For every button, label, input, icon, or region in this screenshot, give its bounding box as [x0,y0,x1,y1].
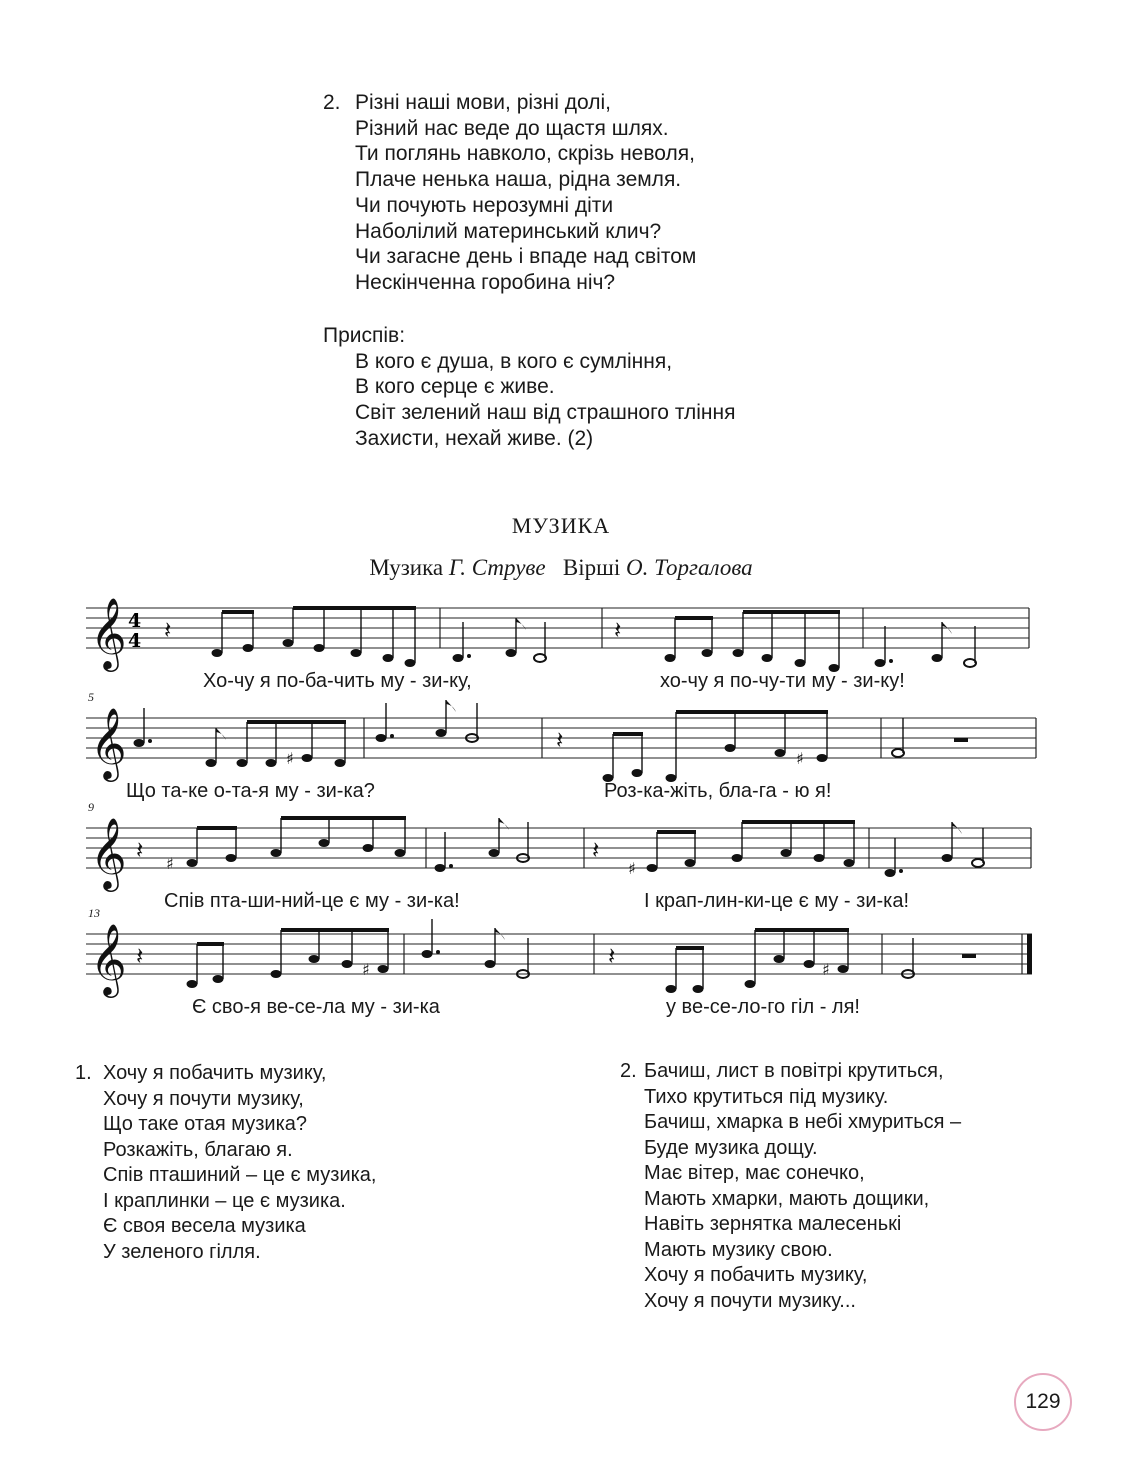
note [363,844,374,852]
note [485,960,496,968]
note [775,749,786,757]
note [226,854,237,862]
lyrics-phrase: у ве-се-ло-го гіл - ля! [666,996,860,1018]
half-note [892,749,904,757]
staff-notation [86,706,1036,778]
note [844,859,855,867]
lyrics-phrase: Що та-ке о-та-я му - зи-ка? [126,780,375,802]
verse-line: Хочу я почути музику... [644,1289,856,1312]
dot [467,654,471,658]
staff-system-4 [86,906,1036,1032]
time-signature-bottom: 4 [128,630,142,652]
note [134,739,145,747]
half-note [964,659,976,667]
verse-line: Бачиш, лист в повітрі крутиться, [644,1060,944,1082]
note [271,970,282,978]
verse-2 [620,1059,961,1314]
quarter-rest-icon: 𝄽 [164,616,172,644]
verse-line: Чи загасне день і впаде над світом [355,245,697,269]
lyrics-phrase: Хо-чу я по-ба-чить му - зи-ку, [203,670,472,692]
note [733,649,744,657]
sharp-icon: ♯ [286,749,294,768]
verse-line: Ти поглянь навколо, скрізь неволя, [355,142,695,166]
verse-number: 2. [620,1060,637,1082]
note [206,759,217,767]
note [376,734,387,742]
lyrics-phrase: І крап-лин-ки-це є му - зи-ка! [644,890,910,912]
verse-line: Має вітер, має сонечко, [644,1162,865,1184]
note [702,649,713,657]
sharp-icon: ♯ [362,960,370,979]
note [395,849,406,857]
music-label: Музика [369,555,444,580]
note [422,950,433,958]
half-rest-icon [962,954,976,958]
note [932,654,943,662]
verse-line: Хочу я побачить музику, [103,1062,327,1084]
treble-clef-icon: 𝄞 [90,596,127,669]
verse-1 [75,1061,377,1265]
note [342,960,353,968]
sharp-icon: ♯ [796,749,804,768]
verse-line: Плаче ненька наша, рідна земля. [355,168,682,192]
half-rest-icon [954,738,968,742]
note [666,985,677,993]
note [774,955,785,963]
verse-line: Чи почують нерозумні діти [355,193,614,217]
composer-name: Г. Струве [448,555,546,580]
dot [899,869,903,873]
note [383,654,394,662]
note [885,869,896,877]
verse-number: 1. [75,1062,92,1084]
verse-line: І краплинки – це є музика. [103,1189,346,1212]
note [647,864,658,872]
note [745,980,756,988]
note [435,864,446,872]
song-credits [0,555,1122,581]
treble-clef-icon: 𝄞 [90,922,127,995]
page-number: 129 [1014,1373,1072,1431]
note [283,639,294,647]
poet-name: О. Торгалова [625,555,753,580]
sharp-icon: ♯ [822,960,830,979]
half-note [534,654,546,662]
chorus-line: В кого є душа, в кого є сумління, [355,349,673,373]
note [314,644,325,652]
time-signature-top: 4 [128,610,142,632]
lyrics-line [86,670,1036,696]
note [725,744,736,752]
quarter-rest-icon: 𝄽 [608,942,616,970]
dot [148,739,152,743]
chorus-line: Світ зелений наш від страшного тління [355,401,736,425]
lyrics-phrase: Спів пта-ши-ний-це є му - зи-ка! [164,890,460,912]
lyrics-label: Вірші [562,555,621,580]
note [875,659,886,667]
treble-clef-icon: 𝄞 [90,706,127,779]
note [237,759,248,767]
note [453,654,464,662]
lyrics-line [86,780,1036,806]
verse-line: Тихо крутиться під музику. [644,1085,889,1108]
lyrics-phrase: хо-чу я по-чу-ти му - зи-ку! [660,670,905,692]
chorus-line: Захисти, нехай живе. (2) [355,426,594,450]
verse-line: Різний нас веде до щастя шлях. [355,116,669,140]
note [817,754,828,762]
chorus-line: В кого серце є живе. [355,375,555,399]
staff-notation [86,596,1036,668]
quarter-rest-icon: 𝄽 [556,726,564,754]
note [814,854,825,862]
verse-line: Спів пташиний – це є музика, [103,1164,377,1186]
verse-line: Хочу я почути музику, [103,1087,304,1110]
verse-line: Розкажіть, благаю я. [103,1138,293,1161]
dot [390,734,394,738]
note [838,965,849,973]
verse-line: Нескінченна горобина ніч? [355,270,616,294]
half-note [972,859,984,867]
quarter-rest-icon: 𝄽 [592,836,600,864]
dot [889,659,893,663]
staff-notation [86,922,1036,994]
sharp-icon: ♯ [166,854,174,873]
note [665,654,676,662]
lyrics-line [86,996,1036,1022]
quarter-rest-icon: 𝄽 [136,836,144,864]
note [302,754,313,762]
note [212,649,223,657]
note [309,955,320,963]
bar-number: 5 [88,690,94,704]
note [405,659,416,667]
verse-line: Є своя весела музика [103,1215,306,1237]
dot [436,950,440,954]
staff-system-3 [86,800,1036,926]
staff-system-2 [86,690,1036,816]
verse-line: У зеленого гілля. [103,1240,261,1263]
note [271,849,282,857]
note [378,965,389,973]
staff-notation [86,816,1036,888]
verse-line: Навіть зернятка малесенькі [644,1213,902,1235]
note [795,659,806,667]
note [762,654,773,662]
note [685,859,696,867]
top-verse [323,90,696,296]
verse-line: Що таке отая музика? [103,1113,308,1135]
note [632,769,643,777]
note [187,980,198,988]
sharp-icon: ♯ [628,859,636,878]
chorus [323,323,735,452]
verse-line: Буде музика дощу. [644,1136,818,1159]
note [732,854,743,862]
verse-number: 2. [323,91,341,114]
note [804,960,815,968]
note [942,854,953,862]
final-barline [1027,934,1032,974]
verse-line: Хочу я побачить музику, [644,1264,868,1286]
note [243,644,254,652]
bar-number: 9 [88,800,94,814]
lyrics-phrase: Роз-ка-жіть, бла-га - ю я! [604,780,832,802]
note [266,759,277,767]
lyrics-line [86,890,1036,916]
note [489,849,500,857]
quarter-rest-icon: 𝄽 [614,616,622,644]
note [693,985,704,993]
note [506,649,517,657]
lyrics-phrase: Є сво-я ве-се-ла му - зи-ка [192,996,440,1018]
note [319,839,330,847]
note [351,649,362,657]
verse-line: Наболілий материнський клич? [355,219,662,243]
note [781,849,792,857]
treble-clef-icon: 𝄞 [90,816,127,889]
chorus-heading: Приспів: [323,324,406,347]
verse-line: Бачиш, хмарка в небі хмуриться – [644,1111,962,1133]
verse-line: Мають музику свою. [644,1238,833,1261]
note [213,975,224,983]
note [187,859,198,867]
verse-line: Мають хмарки, мають дощики, [644,1187,930,1210]
note [436,729,447,737]
song-title: МУЗИКА [511,513,611,538]
staff-system-1 [86,596,1036,706]
note [335,759,346,767]
bar-number: 13 [88,906,100,920]
dot [449,864,453,868]
quarter-rest-icon: 𝄽 [136,942,144,970]
verse-line: Різні наші мови, різні долі, [355,91,611,114]
